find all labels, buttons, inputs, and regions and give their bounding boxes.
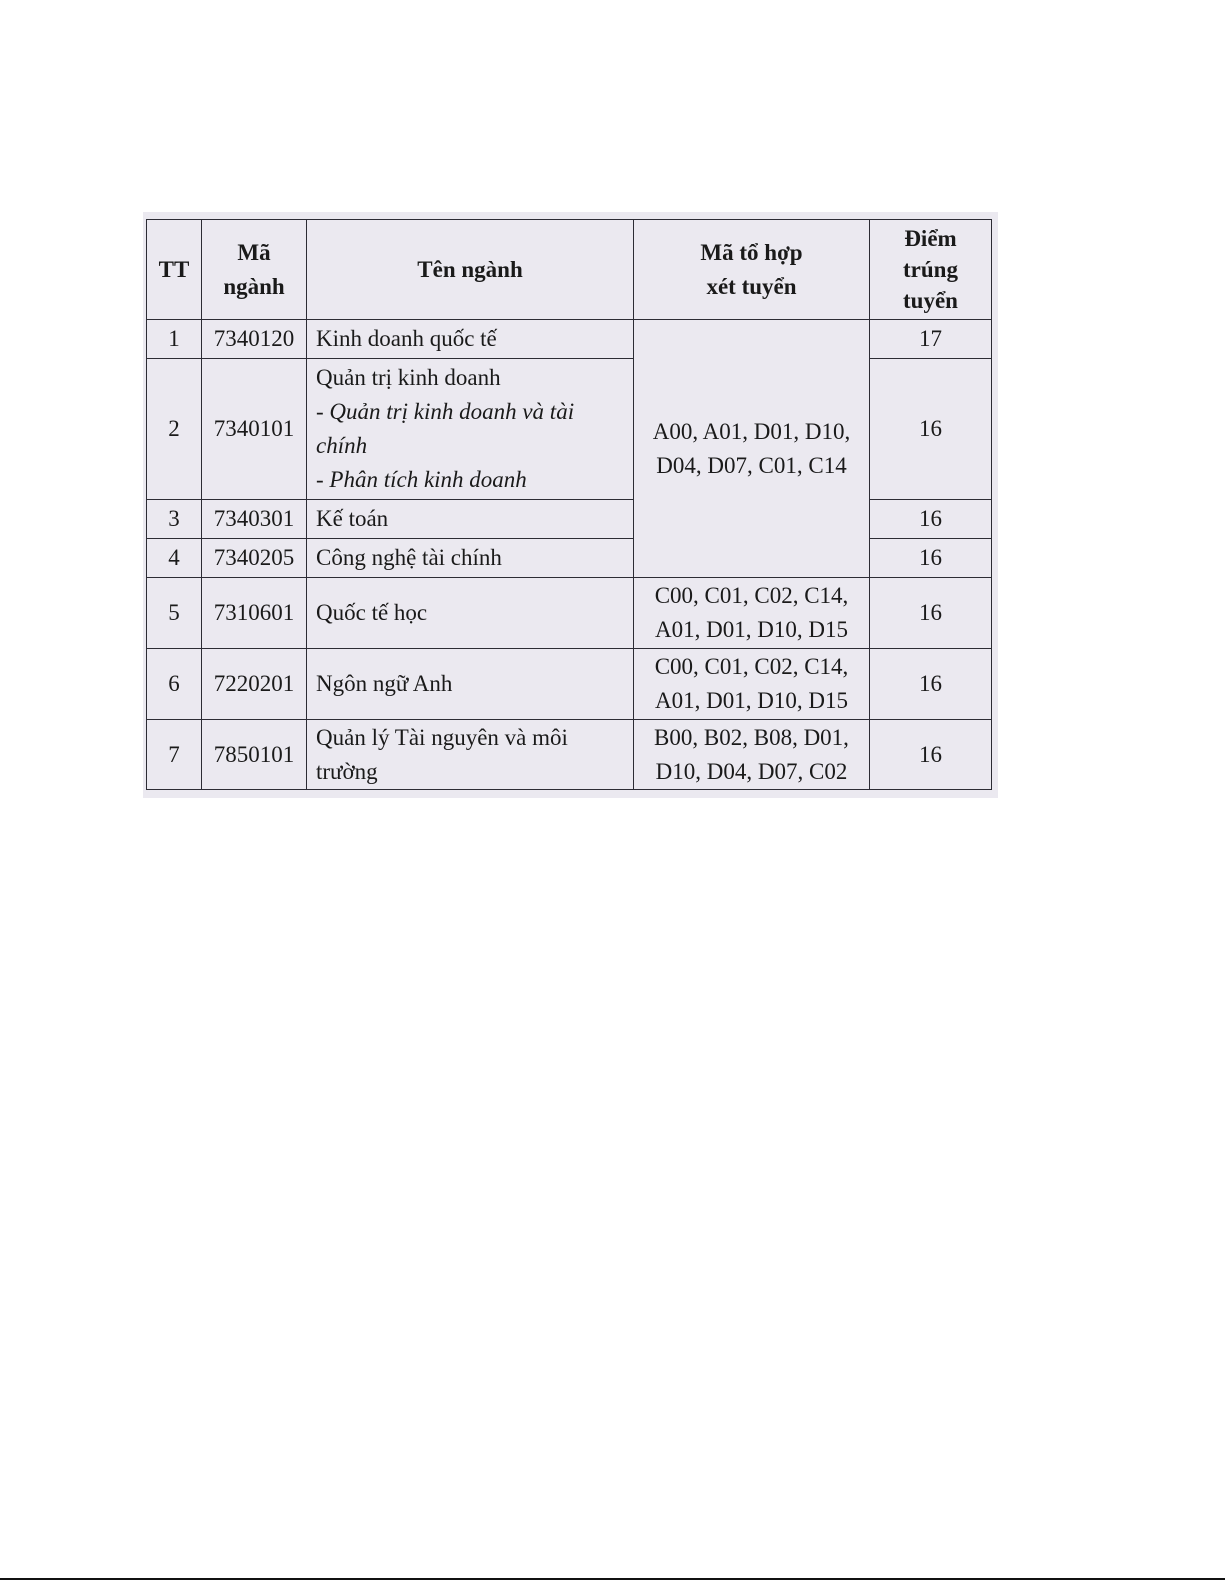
- row-name: Công nghệ tài chính: [307, 539, 634, 578]
- page-bottom-divider: [0, 1578, 1225, 1580]
- row-name-sub1: - Quản trị kinh doanh và tài chính: [316, 399, 575, 458]
- row-name: Quản lý Tài nguyên và môi trường: [307, 720, 634, 790]
- row-combo-line1: C00, C01, C02, C14,: [654, 654, 849, 679]
- header-score-line1: Điểm: [904, 226, 957, 251]
- header-score-line3: tuyển: [903, 288, 958, 313]
- shared-combo-cell: [634, 320, 870, 578]
- row-score: 16: [870, 649, 992, 720]
- table-header-row: [147, 220, 992, 320]
- row-code: 7340301: [202, 500, 307, 539]
- row-combo: [634, 720, 870, 790]
- row-name-cell: [307, 359, 634, 500]
- row-score: 16: [870, 578, 992, 649]
- row-tt: 2: [147, 359, 202, 500]
- row-tt: 6: [147, 649, 202, 720]
- row-combo-line1: C00, C01, C02, C14,: [654, 583, 849, 608]
- row-combo-line2: A01, D01, D10, D15: [655, 688, 848, 713]
- row-name: Quốc tế học: [307, 578, 634, 649]
- row-code: 7220201: [202, 649, 307, 720]
- header-code: [202, 220, 307, 320]
- row-score: 16: [870, 720, 992, 790]
- table-row: [147, 720, 992, 790]
- header-score: [870, 220, 992, 320]
- row-name: Quản trị kinh doanh: [316, 365, 501, 390]
- header-combo: [634, 220, 870, 320]
- row-score: 16: [870, 500, 992, 539]
- row-name: Kinh doanh quốc tế: [307, 320, 634, 359]
- row-name: Ngôn ngữ Anh: [307, 649, 634, 720]
- row-combo: [634, 649, 870, 720]
- row-name-sub2: - Phân tích kinh doanh: [316, 467, 527, 492]
- row-name: Kế toán: [307, 500, 634, 539]
- header-name: Tên ngành: [307, 220, 634, 320]
- row-code: 7850101: [202, 720, 307, 790]
- row-code: 7310601: [202, 578, 307, 649]
- row-tt: 3: [147, 500, 202, 539]
- row-code: 7340120: [202, 320, 307, 359]
- shared-combo-line2: D04, D07, C01, C14: [656, 452, 847, 478]
- row-score: 17: [870, 320, 992, 359]
- row-combo-line2: A01, D01, D10, D15: [655, 617, 848, 642]
- row-combo: [634, 578, 870, 649]
- row-code: 7340205: [202, 539, 307, 578]
- row-score: 16: [870, 539, 992, 578]
- shared-combo-line1: A00, A01, D01, D10,: [652, 418, 851, 444]
- admission-score-table: [146, 219, 992, 790]
- row-code: 7340101: [202, 359, 307, 500]
- scanned-table-image: [143, 212, 998, 798]
- header-score-line2: trúng: [903, 257, 958, 282]
- row-combo-line1: B00, B02, B08, D01,: [654, 724, 849, 750]
- header-code-line2: ngành: [223, 273, 285, 299]
- table-row: [147, 320, 992, 359]
- row-tt: 4: [147, 539, 202, 578]
- row-combo-line2: D10, D04, D07, C02: [655, 758, 848, 784]
- header-combo-line2: xét tuyển: [706, 273, 797, 299]
- header-combo-line1: Mã tổ hợp: [700, 239, 803, 265]
- row-score: 16: [870, 359, 992, 500]
- table-row: [147, 649, 992, 720]
- table-row: [147, 578, 992, 649]
- header-tt: TT: [147, 220, 202, 320]
- row-tt: 7: [147, 720, 202, 790]
- row-tt: 1: [147, 320, 202, 359]
- row-tt: 5: [147, 578, 202, 649]
- header-code-line1: Mã: [237, 239, 271, 265]
